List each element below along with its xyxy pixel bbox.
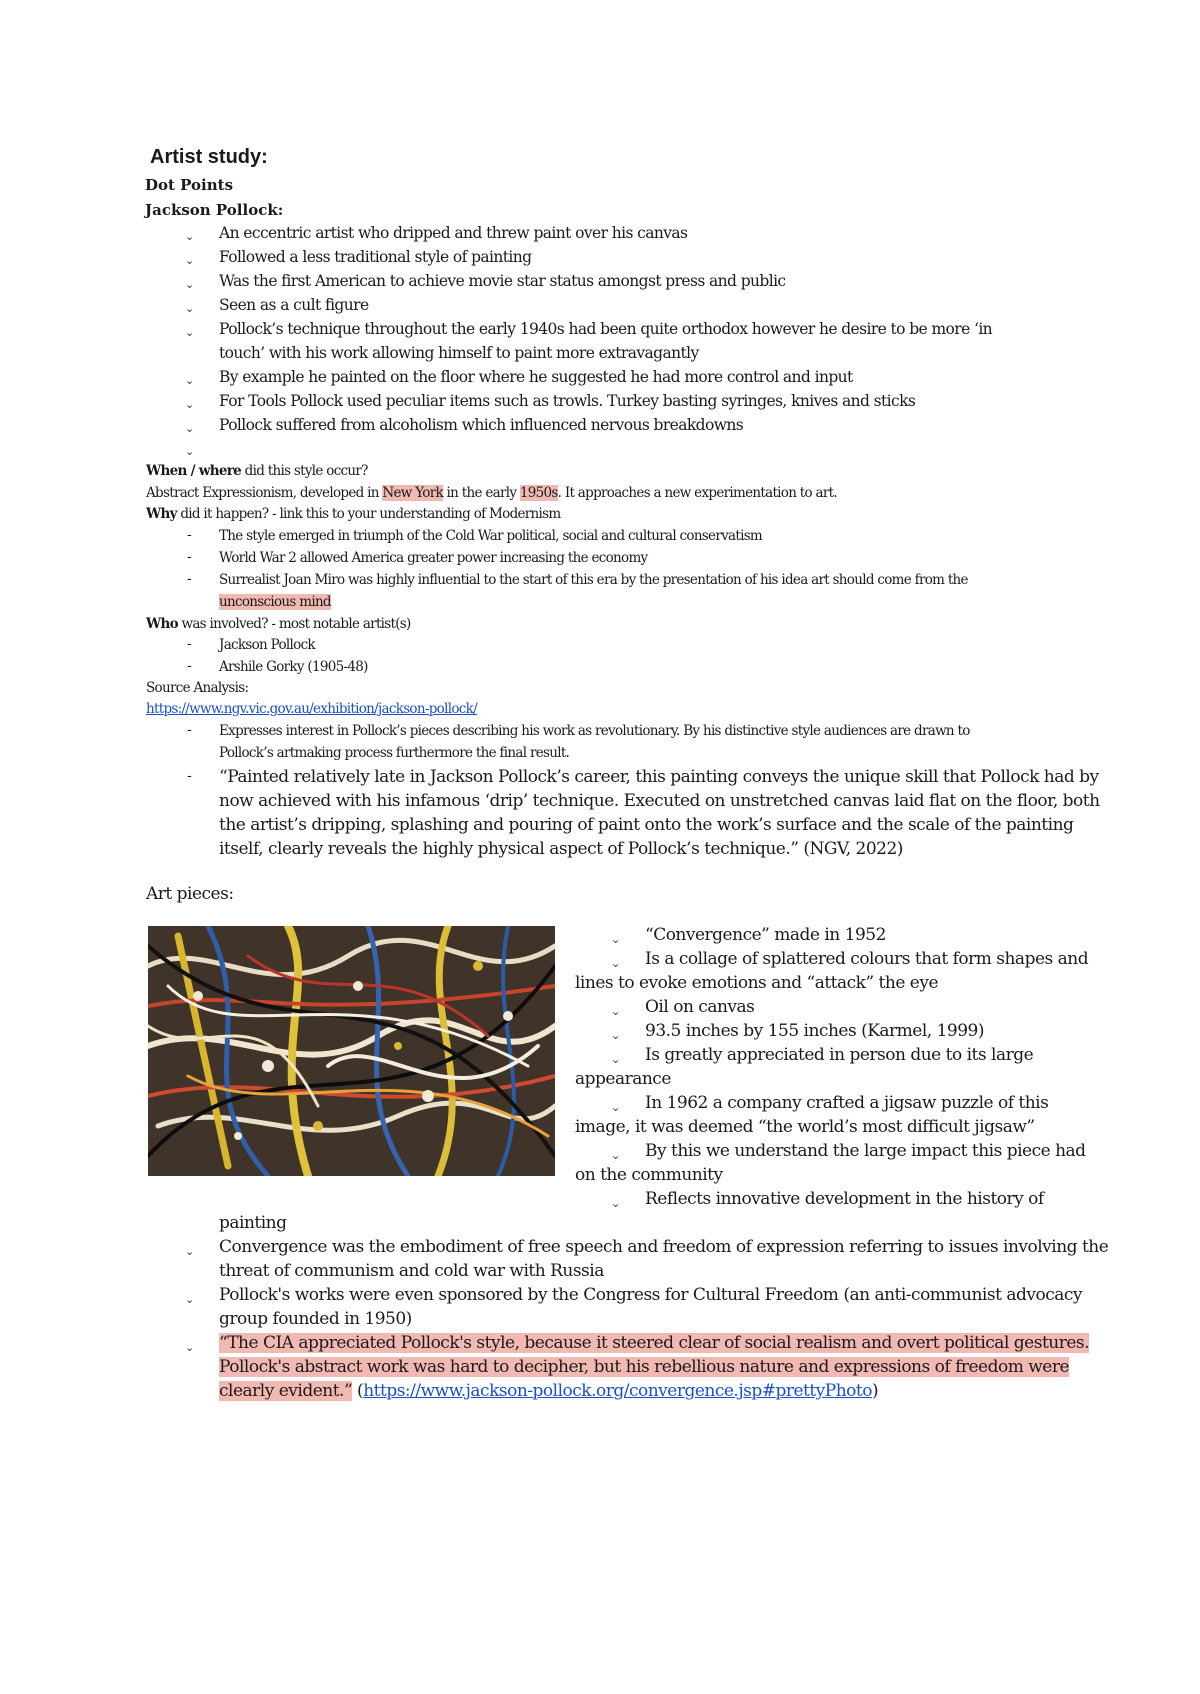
list-item: An eccentric artist who dripped and threw paint over his canvas [219, 224, 688, 242]
list-item: For Tools Pollock used peculiar items such as trowls. Turkey basting syringes, knives and sticks [219, 392, 916, 410]
dash-icon: - [187, 722, 192, 738]
who-heading: Who was involved? - most notable artist(s) [146, 616, 411, 632]
quote-line: “Painted relatively late in Jackson Pollock’s career, this painting conveys the unique skill that Pollock had by [219, 767, 1099, 787]
list-item: 93.5 inches by 155 inches (Karmel, 1999) [645, 1021, 985, 1041]
list-item-continuation: lines to evoke emotions and “attack” the eye [575, 973, 939, 993]
bullet-icon: ⌄ [611, 1101, 621, 1114]
when-heading: When / where did this style occur? [146, 463, 368, 479]
list-item: Seen as a cult figure [219, 296, 369, 314]
bullet-icon: ⌄ [185, 1341, 195, 1354]
quote-line [219, 1333, 1089, 1353]
list-item: “Convergence” made in 1952 [645, 925, 886, 945]
doc-title: Artist study: [150, 146, 268, 168]
quote-line: clearly evident.” (https://www.jackson-pollock.org/convergence.jsp#prettyPhoto) [219, 1381, 879, 1401]
quote-line: now achieved with his infamous ‘drip’ technique. Executed on unstretched canvas laid flat on the floor, both [219, 791, 1100, 811]
list-item: Pollock’s technique throughout the early 1940s had been quite orthodox however he desire to be more ‘in [219, 320, 993, 338]
list-item-continuation: painting [219, 1213, 287, 1233]
bullet-icon: ⌄ [185, 254, 195, 267]
list-item: Was the first American to achieve movie star status amongst press and public [219, 272, 786, 290]
bullet-icon: ⌄ [185, 445, 195, 458]
list-item: In 1962 a company crafted a jigsaw puzzle of this [645, 1093, 1049, 1113]
bullet-icon: ⌄ [611, 1029, 621, 1042]
when-text: Abstract Expressionism, developed in New York in the early 1950s. It approaches a new experimentation to art. [146, 485, 837, 501]
bullet-icon: ⌄ [611, 957, 621, 970]
quote-line: itself, clearly reveals the highly physical aspect of Pollock’s technique.” (NGV, 2022) [219, 839, 903, 859]
source-label: Source Analysis: [146, 680, 249, 696]
list-item-continuation: appearance [575, 1069, 671, 1089]
bullet-icon: ⌄ [185, 278, 195, 291]
list-item: By example he painted on the floor where he suggested he had more control and input [219, 368, 853, 386]
bullet-icon: ⌄ [611, 1005, 621, 1018]
list-item: Is greatly appreciated in person due to its large [645, 1045, 1034, 1065]
dash-icon: - [187, 636, 192, 652]
list-item-continuation: image, it was deemed “the world’s most difficult jigsaw” [575, 1117, 1035, 1137]
convergence-painting-image [148, 926, 555, 1176]
bullet-icon: ⌄ [611, 1053, 621, 1066]
dash-icon: - [187, 768, 192, 784]
list-item: The style emerged in triumph of the Cold War political, social and cultural conservatism [219, 528, 763, 544]
list-item: Arshile Gorky (1905-48) [219, 659, 368, 675]
quote-line: the artist’s dripping, splashing and pouring of paint onto the work’s surface and the scale of the painting [219, 815, 1074, 835]
list-item-continuation: touch’ with his work allowing himself to paint more extravagantly [219, 344, 699, 362]
highlight-quote: clearly evident.” [219, 1381, 353, 1401]
bullet-icon: ⌄ [611, 1149, 621, 1162]
bullet-icon: ⌄ [185, 230, 195, 243]
list-item-continuation: group founded in 1950) [219, 1309, 412, 1329]
list-item-continuation [219, 594, 331, 610]
bullet-icon: ⌄ [185, 326, 195, 339]
list-item: World War 2 allowed America greater power increasing the economy [219, 550, 648, 566]
bullet-icon: ⌄ [185, 398, 195, 411]
highlight-unconscious-mind: unconscious mind [219, 594, 331, 610]
list-item-continuation: Pollock’s artmaking process furthermore the final result. [219, 745, 570, 761]
quote-line [219, 1357, 1069, 1377]
highlight-quote: Pollock's abstract work was hard to decipher, but his rebellious nature and expressions of freedom were [219, 1357, 1070, 1377]
list-item: Jackson Pollock [219, 637, 315, 653]
dash-icon: - [187, 549, 192, 565]
list-item: Oil on canvas [645, 997, 755, 1017]
source-link[interactable]: https://www.ngv.vic.gov.au/exhibition/jackson-pollock/ [146, 701, 477, 717]
jackson-pollock-link[interactable]: https://www.jackson-pollock.org/convergence.jsp#prettyPhoto [363, 1381, 872, 1401]
subheading-dot-points: Dot Points [145, 176, 234, 194]
dash-icon: - [187, 658, 192, 674]
list-item: By this we understand the large impact this piece had [645, 1141, 1086, 1161]
list-item: Pollock suffered from alcoholism which influenced nervous breakdowns [219, 416, 744, 434]
bullet-icon: ⌄ [611, 1197, 621, 1210]
bullet-icon: ⌄ [185, 302, 195, 315]
highlight-quote: “The CIA appreciated Pollock's style, because it steered clear of social realism and overt political gestures. [219, 1333, 1090, 1353]
list-item: Pollock's works were even sponsored by the Congress for Cultural Freedom (an anti-communist advocacy [219, 1285, 1082, 1305]
dash-icon: - [187, 571, 192, 587]
bullet-icon: ⌄ [611, 933, 621, 946]
list-item-continuation: threat of communism and cold war with Russia [219, 1261, 604, 1281]
bullet-icon: ⌄ [185, 1245, 195, 1258]
list-item: Surrealist Joan Miro was highly influential to the start of this era by the presentation of his idea art should come from the [219, 572, 968, 588]
list-item: Convergence was the embodiment of free speech and freedom of expression referring to issues involving the [219, 1237, 1109, 1257]
bullet-icon: ⌄ [185, 1293, 195, 1306]
highlight-1950s: 1950s [519, 485, 558, 501]
highlight-new-york: New York [382, 485, 443, 501]
list-item: Reflects innovative development in the history of [645, 1189, 1044, 1209]
list-item-continuation: on the community [575, 1165, 723, 1185]
bullet-icon: ⌄ [185, 374, 195, 387]
dash-icon: - [187, 527, 192, 543]
list-item: Expresses interest in Pollock’s pieces describing his work as revolutionary. By his distinctive style audiences are drawn to [219, 723, 970, 739]
list-item: Followed a less traditional style of painting [219, 248, 532, 266]
list-item: Is a collage of splattered colours that form shapes and [645, 949, 1089, 969]
art-pieces-heading: Art pieces: [146, 884, 234, 904]
why-heading: Why did it happen? - link this to your understanding of Modernism [146, 506, 561, 522]
subheading-artist: Jackson Pollock: [145, 201, 284, 219]
bullet-icon: ⌄ [185, 422, 195, 435]
